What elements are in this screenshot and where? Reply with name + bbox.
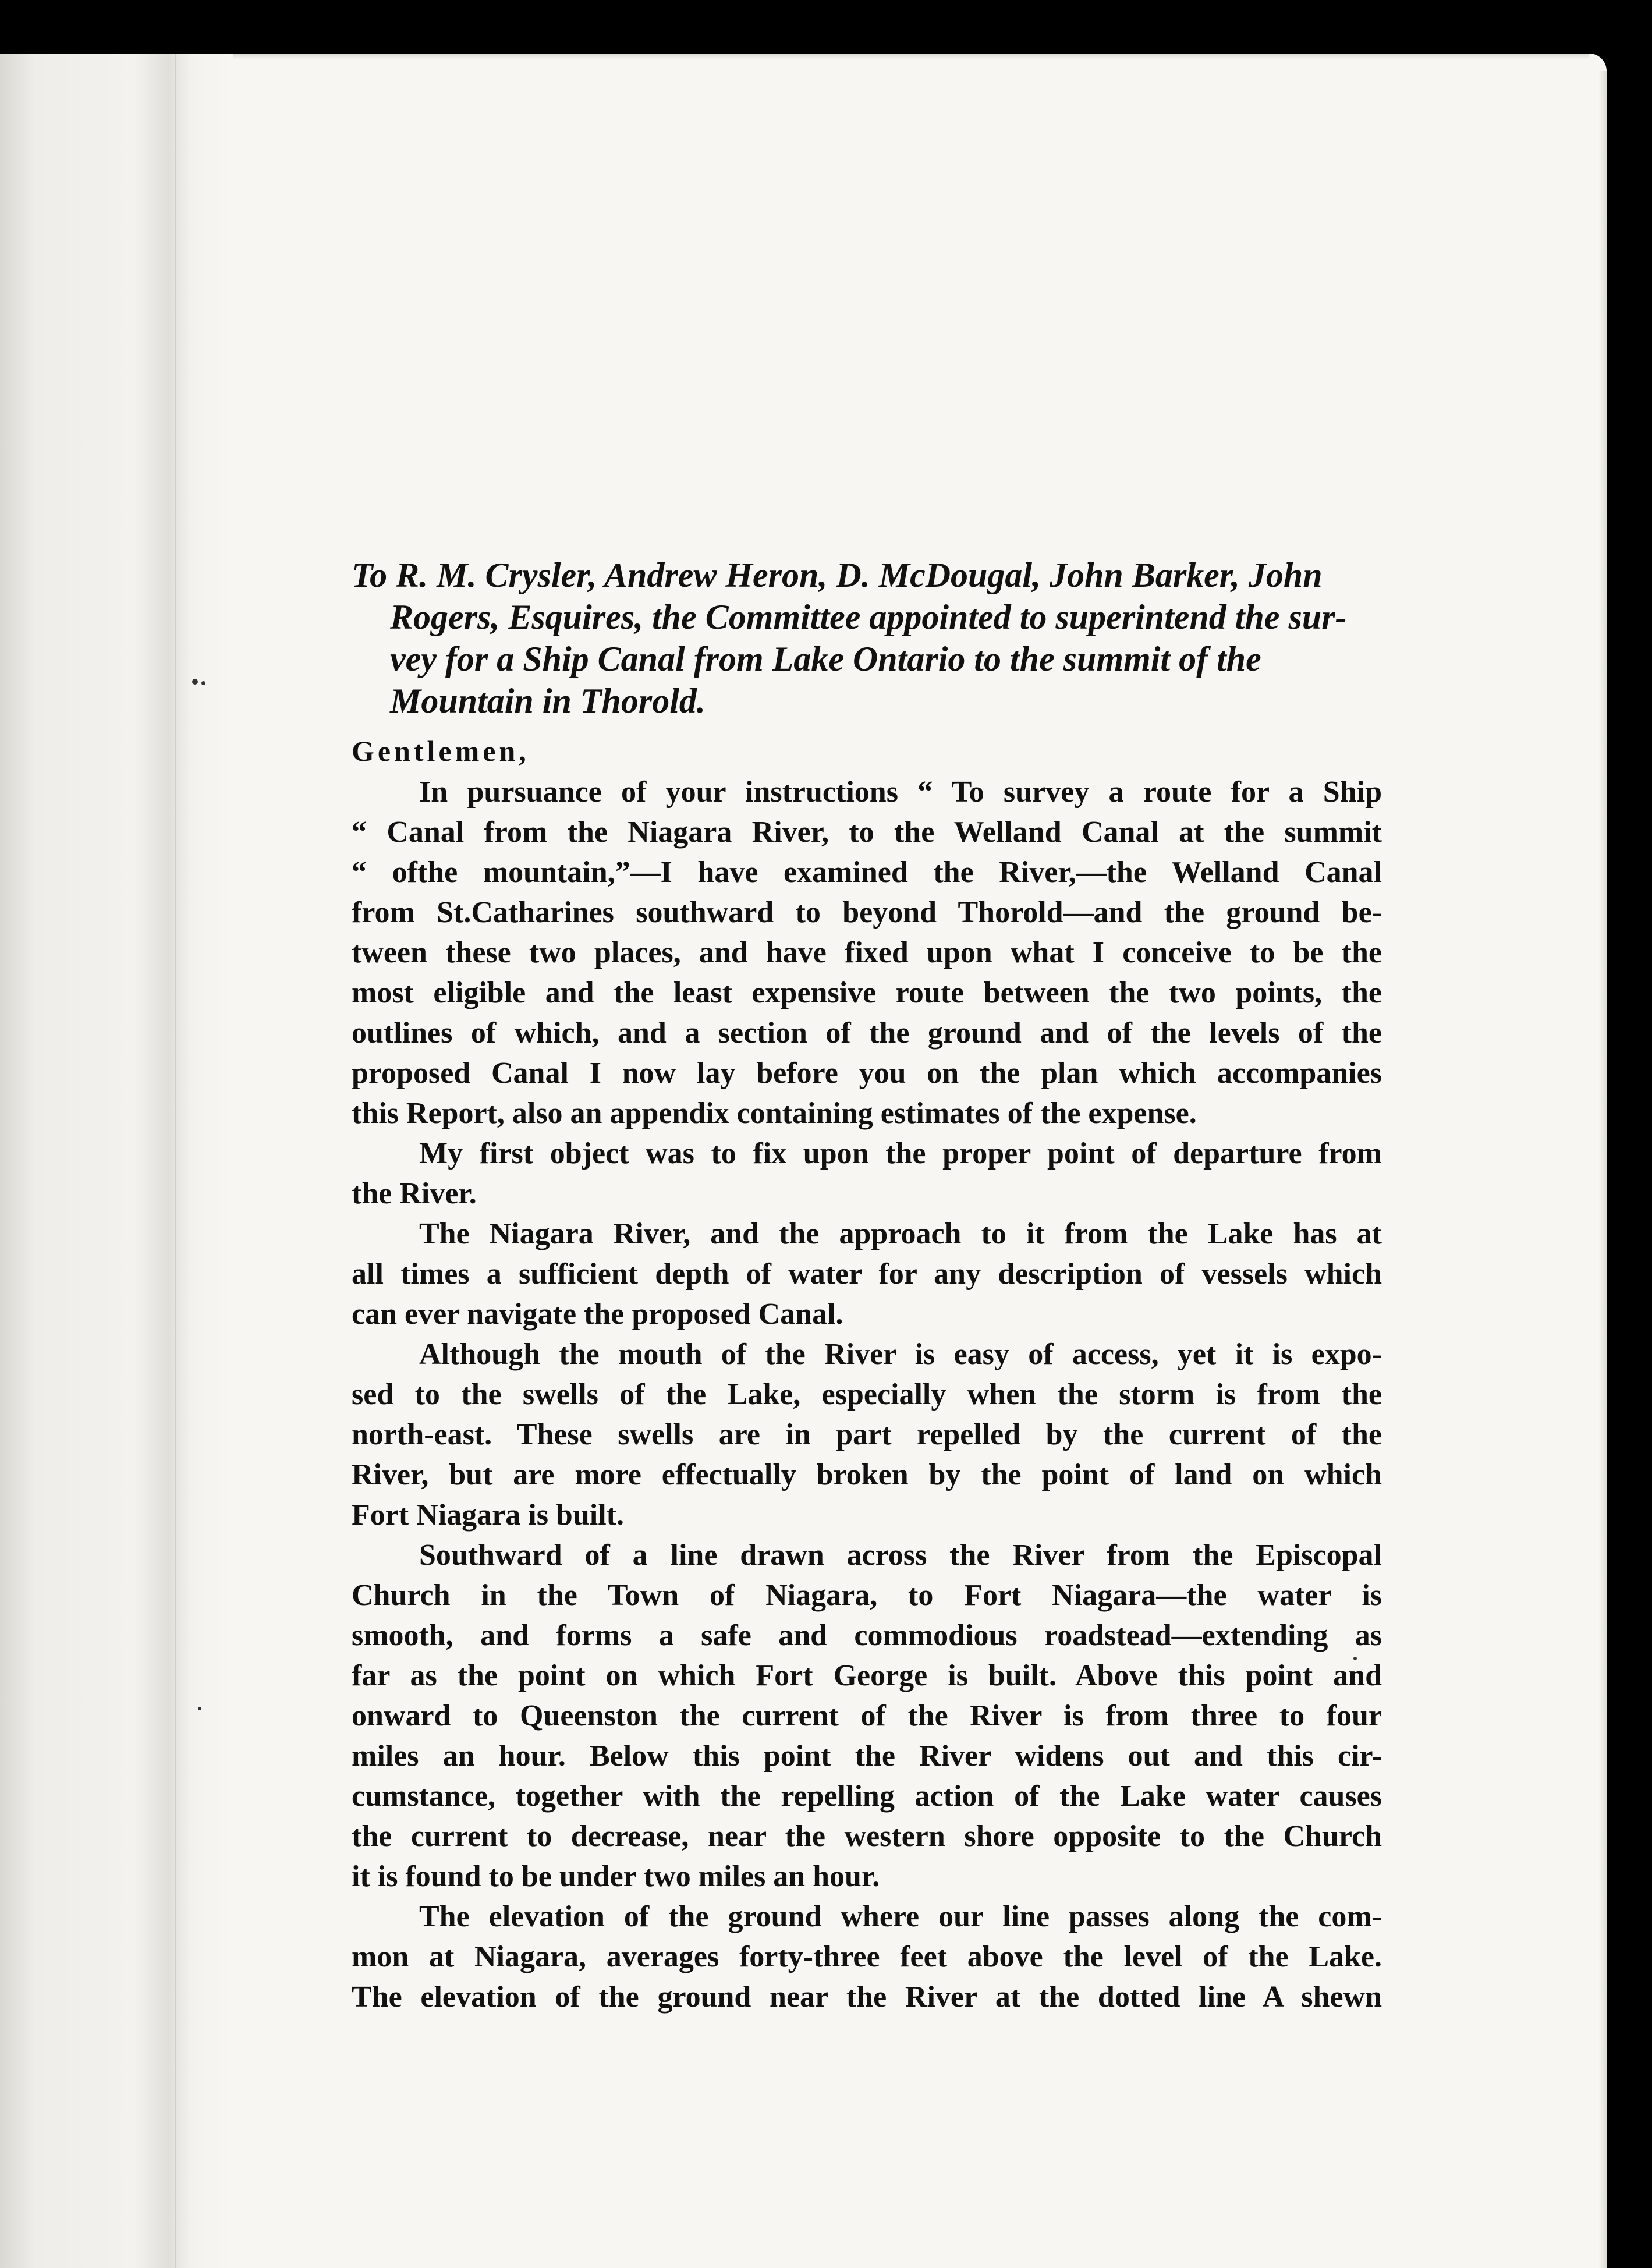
paragraph <box>352 1334 1382 1535</box>
text-line: “ Canal from the Niagara River, to the Welland Canal at the summit <box>352 816 1382 849</box>
page-right-edge <box>1598 71 1607 2268</box>
text-line: The elevation of the ground near the River at the dotted line A shewn <box>352 1980 1382 2014</box>
text-line: the River. <box>352 1177 477 1210</box>
page-top-edge <box>0 54 1589 59</box>
text-line: most eligible and the least expensive route between the two points, the <box>352 976 1382 1009</box>
address-line: vey for a Ship Canal from Lake Ontario to the summit of the <box>390 640 1261 678</box>
text-line: miles an hour. Below this point the River widens out and this cir- <box>352 1739 1382 1773</box>
text-line: Church in the Town of Niagara, to Fort Niagara—the water is <box>352 1579 1382 1612</box>
document-body <box>352 554 1382 2017</box>
text-line: north-east. These swells are in part repelled by the current of the <box>352 1418 1382 1451</box>
text-line: River, but are more effectually broken by the point of land on which <box>352 1458 1382 1491</box>
gutter-fold-line <box>175 54 176 2268</box>
text-line: cumstance, together with the repelling action of the Lake water causes <box>352 1780 1382 1813</box>
paper-page <box>0 54 1607 2268</box>
text-line: Although the mouth of the River is easy of access, yet it is expo- <box>419 1338 1382 1371</box>
address-line: To R. M. Crysler, Andrew Heron, D. McDougal, John Barker, John <box>352 556 1323 594</box>
text-line: all times a sufficient depth of water for any description of vessels which <box>352 1257 1382 1291</box>
text-line: Southward of a line drawn across the River from the Episcopal <box>419 1539 1382 1572</box>
ink-speck <box>198 1707 201 1710</box>
address-block <box>352 554 1382 722</box>
text-line: proposed Canal I now lay before you on the plan which accompanies <box>352 1057 1382 1090</box>
text-line: far as the point on which Fort George is built. Above this point and <box>352 1659 1382 1692</box>
text-line: the current to decrease, near the western shore opposite to the Church <box>352 1820 1382 1853</box>
paragraph <box>352 1214 1382 1334</box>
text-line: this Report, also an appendix containing estimates of the expense. <box>352 1097 1197 1130</box>
paragraph <box>352 1897 1382 2017</box>
text-line: My first object was to fix upon the proper point of departure from <box>419 1137 1382 1170</box>
text-line: mon at Niagara, averages forty-three feet above the level of the Lake. <box>352 1940 1382 1973</box>
paragraph <box>352 1535 1382 1897</box>
address-line: Mountain in Thorold. <box>390 682 706 720</box>
text-line: The elevation of the ground where our line passes along the com- <box>419 1900 1382 1933</box>
text-line: it is found to be under two miles an hour. <box>352 1860 880 1893</box>
text-line: The Niagara River, and the approach to it from the Lake has at <box>419 1217 1382 1250</box>
text-line: In pursuance of your instructions “ To survey a route for a Ship <box>419 775 1382 809</box>
paragraph <box>352 772 1382 1133</box>
text-line: can ever navigate the proposed Canal. <box>352 1298 843 1331</box>
address-line: Rogers, Esquires, the Committee appointed to superintend the sur- <box>390 598 1347 636</box>
text-line: sed to the swells of the Lake, especially when the storm is from the <box>352 1378 1382 1411</box>
salutation: Gentlemen, <box>352 735 530 767</box>
paragraph <box>352 1133 1382 1214</box>
text-line: “ ofthe mountain,”—I have examined the River,—the Welland Canal <box>352 856 1382 889</box>
ink-speck <box>201 681 205 685</box>
text-line: from St.Catharines southward to beyond Thorold—and the ground be- <box>352 896 1382 929</box>
text-line: outlines of which, and a section of the ground and of the levels of the <box>352 1016 1382 1050</box>
text-line: smooth, and forms a safe and commodious roadstead—extending as <box>352 1619 1382 1652</box>
text-line: onward to Queenston the current of the River is from three to four <box>352 1699 1382 1732</box>
text-line: Fort Niagara is built. <box>352 1498 624 1532</box>
text-line: tween these two places, and have fixed upon what I conceive to be the <box>352 936 1382 969</box>
ink-speck <box>192 679 198 685</box>
binding-gutter <box>0 54 233 2268</box>
